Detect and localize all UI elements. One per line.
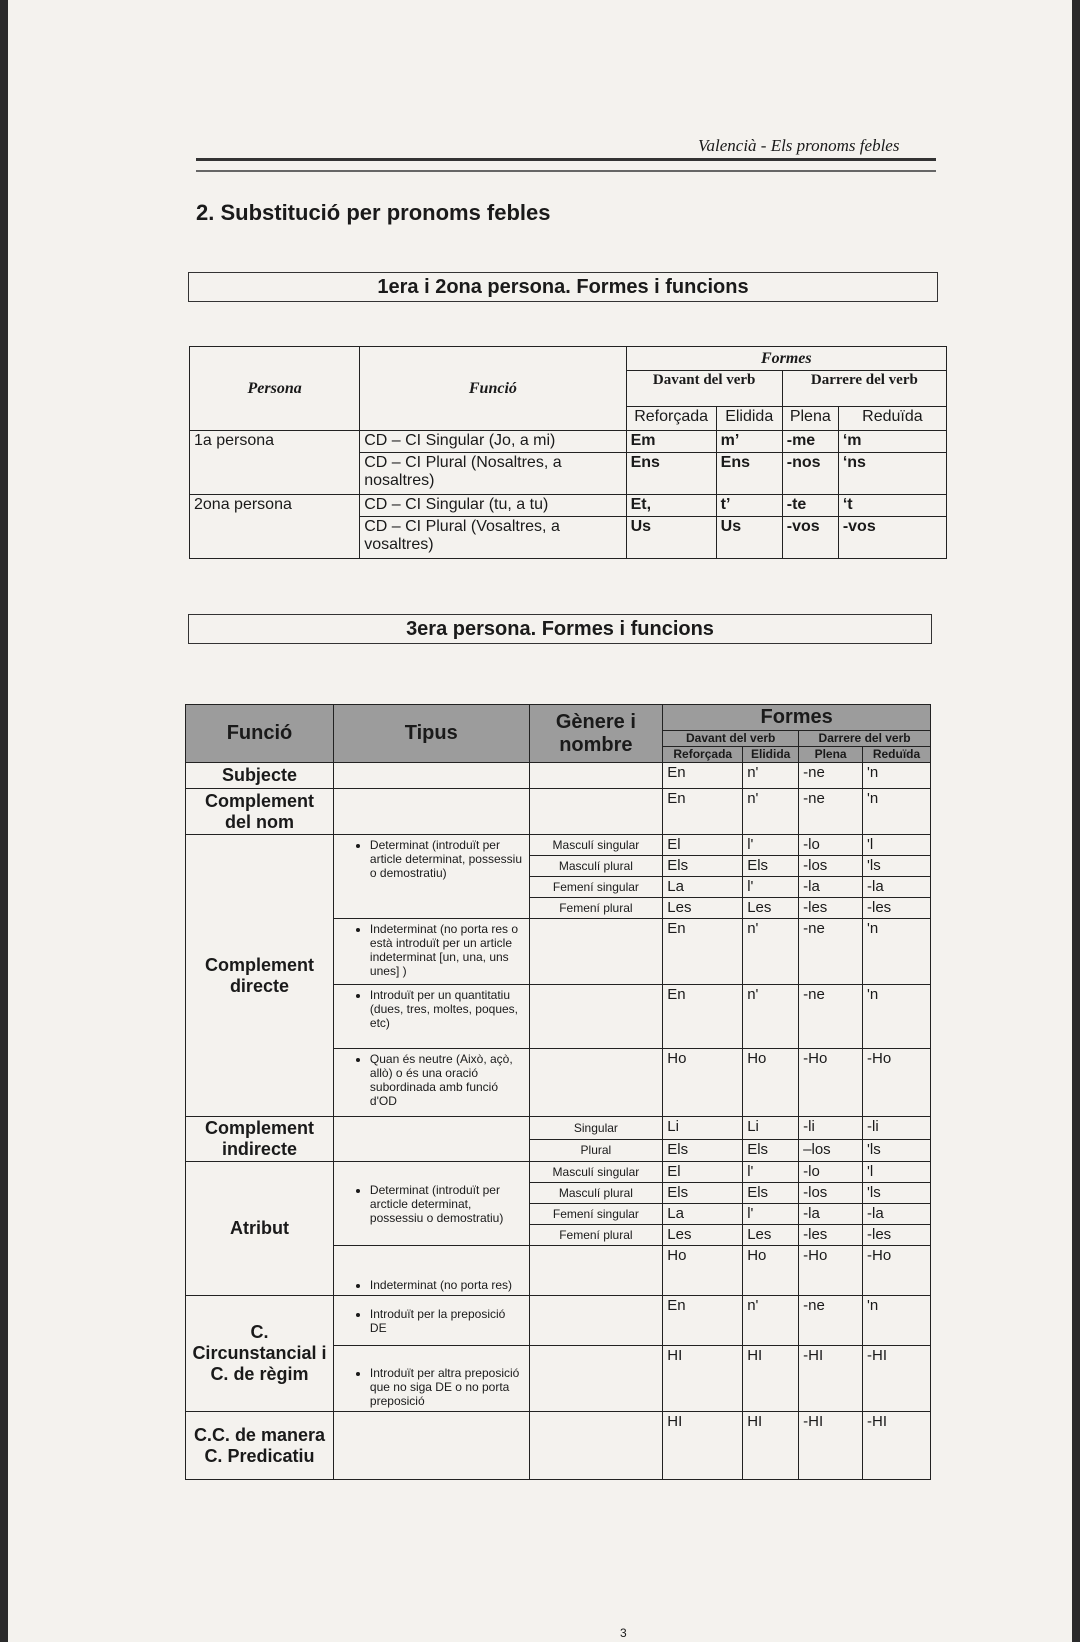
form-cell: En bbox=[663, 763, 743, 789]
form-cell: -les bbox=[863, 1225, 931, 1246]
header-elidida: Elidida bbox=[716, 407, 782, 431]
header-rule bbox=[196, 158, 936, 172]
form-cell: -ne bbox=[799, 1296, 863, 1346]
form-cell: -ne bbox=[799, 763, 863, 789]
persona-cell: 1a persona bbox=[190, 431, 360, 495]
form-cell: n' bbox=[743, 1296, 799, 1346]
form-cell: En bbox=[663, 789, 743, 835]
form-cell: -HI bbox=[799, 1346, 863, 1412]
tipus-cell bbox=[333, 919, 529, 985]
form-cell: HI bbox=[743, 1412, 799, 1480]
form-cell: -les bbox=[799, 898, 863, 919]
header-formes: Formes bbox=[626, 347, 946, 371]
form-cell: 'ls bbox=[863, 856, 931, 877]
form-cell: -ne bbox=[799, 985, 863, 1049]
tipus-item: • Quan és neutre (Això, açò, allò) o és una oració subordinada amb funció d'OD bbox=[370, 1052, 525, 1108]
form-cell: Li bbox=[663, 1117, 743, 1140]
genere-cell bbox=[529, 1296, 663, 1346]
form-cell: n' bbox=[743, 789, 799, 835]
tipus-cell bbox=[333, 789, 529, 835]
genere-cell: Masculí singular bbox=[529, 1162, 663, 1183]
tipus-cell bbox=[333, 1117, 529, 1162]
funcio-complement-indirecte: Complement indirecte bbox=[186, 1117, 334, 1162]
tipus-cell bbox=[333, 1346, 529, 1412]
form-cell: -la bbox=[863, 1204, 931, 1225]
tipus-item: • Introduït per un quantitatiu (dues, tres, moltes, poques, etc) bbox=[370, 988, 525, 1030]
header-reduida: Reduïda bbox=[863, 747, 931, 763]
form-cell: -te bbox=[782, 495, 838, 517]
form-cell: El bbox=[663, 1162, 743, 1183]
form-cell: La bbox=[663, 1204, 743, 1225]
table-third-person bbox=[185, 704, 931, 1480]
form-cell: Us bbox=[626, 517, 716, 559]
funcio-cc-manera-predicatiu: C.C. de manera C. Predicatiu bbox=[186, 1412, 334, 1480]
genere-cell: Femení plural bbox=[529, 1225, 663, 1246]
header-formes: Formes bbox=[663, 705, 931, 731]
form-cell: -li bbox=[799, 1117, 863, 1140]
header-elidida: Elidida bbox=[743, 747, 799, 763]
header-reforcada: Reforçada bbox=[626, 407, 716, 431]
form-cell: -ne bbox=[799, 789, 863, 835]
form-cell: -la bbox=[863, 877, 931, 898]
form-cell: -los bbox=[799, 856, 863, 877]
form-cell: Les bbox=[743, 898, 799, 919]
tipus-cell bbox=[333, 1049, 529, 1117]
form-cell: -me bbox=[782, 431, 838, 453]
form-cell: -les bbox=[799, 1225, 863, 1246]
form-cell: -HI bbox=[863, 1412, 931, 1480]
form-cell: 'n bbox=[863, 919, 931, 985]
funcio-cell: CD – CI Singular (tu, a tu) bbox=[360, 495, 626, 517]
form-cell: Ens bbox=[626, 453, 716, 495]
funcio-cell: CD – CI Singular (Jo, a mi) bbox=[360, 431, 626, 453]
form-cell: Els bbox=[663, 1183, 743, 1204]
header-darrere: Darrere del verb bbox=[799, 731, 931, 747]
header-davant: Davant del verb bbox=[626, 371, 782, 407]
form-cell: Les bbox=[663, 898, 743, 919]
tipus-cell bbox=[333, 1246, 529, 1296]
form-cell: l' bbox=[743, 877, 799, 898]
form-cell: -Ho bbox=[863, 1049, 931, 1117]
form-cell: Em bbox=[626, 431, 716, 453]
form-cell: Ho bbox=[743, 1246, 799, 1296]
form-cell: 'n bbox=[863, 985, 931, 1049]
header-davant: Davant del verb bbox=[663, 731, 799, 747]
form-cell: HI bbox=[663, 1346, 743, 1412]
table-first-second-person bbox=[189, 346, 947, 559]
form-cell: -la bbox=[799, 1204, 863, 1225]
funcio-cell: CD – CI Plural (Nosaltres, a nosaltres) bbox=[360, 453, 626, 495]
header-persona: Persona bbox=[190, 347, 360, 431]
header-funcio: Funció bbox=[360, 347, 626, 431]
funcio-subjecte: Subjecte bbox=[186, 763, 334, 789]
genere-cell bbox=[529, 985, 663, 1049]
genere-cell bbox=[529, 1412, 663, 1480]
form-cell: -Ho bbox=[863, 1246, 931, 1296]
header-plena: Plena bbox=[782, 407, 838, 431]
header-plena: Plena bbox=[799, 747, 863, 763]
form-cell: -lo bbox=[799, 835, 863, 856]
page-number: 3 bbox=[620, 1626, 627, 1640]
funcio-cc-regim: C. Circunstancial i C. de règim bbox=[186, 1296, 334, 1412]
form-cell: 'ls bbox=[863, 1183, 931, 1204]
genere-cell: Singular bbox=[529, 1117, 663, 1140]
genere-cell bbox=[529, 789, 663, 835]
genere-cell bbox=[529, 1246, 663, 1296]
form-cell: -HI bbox=[863, 1346, 931, 1412]
form-cell: l' bbox=[743, 835, 799, 856]
form-cell: -vos bbox=[782, 517, 838, 559]
form-cell: -vos bbox=[838, 517, 946, 559]
form-cell: Els bbox=[663, 856, 743, 877]
tipus-cell bbox=[333, 763, 529, 789]
form-cell: Els bbox=[663, 1139, 743, 1162]
genere-cell: Plural bbox=[529, 1139, 663, 1162]
form-cell: ‘t bbox=[838, 495, 946, 517]
genere-cell: Femení singular bbox=[529, 1204, 663, 1225]
form-cell: 'n bbox=[863, 1296, 931, 1346]
form-cell: -lo bbox=[799, 1162, 863, 1183]
funcio-atribut: Atribut bbox=[186, 1162, 334, 1296]
tipus-cell bbox=[333, 1296, 529, 1346]
form-cell: El bbox=[663, 835, 743, 856]
form-cell: n' bbox=[743, 763, 799, 789]
genere-cell bbox=[529, 919, 663, 985]
section-title: 2. Substitució per pronoms febles bbox=[196, 200, 551, 225]
genere-cell: Femení singular bbox=[529, 877, 663, 898]
form-cell: Ho bbox=[663, 1246, 743, 1296]
genere-cell bbox=[529, 763, 663, 789]
tipus-cell bbox=[333, 835, 529, 919]
tipus-cell bbox=[333, 985, 529, 1049]
form-cell: 'ls bbox=[863, 1139, 931, 1162]
form-cell: -HI bbox=[799, 1412, 863, 1480]
tipus-item: • Indeterminat (no porta res) bbox=[370, 1278, 525, 1292]
genere-cell bbox=[529, 1049, 663, 1117]
form-cell: En bbox=[663, 985, 743, 1049]
funcio-complement-directe: Complement directe bbox=[186, 835, 334, 1117]
tipus-cell bbox=[333, 1162, 529, 1246]
header-reduida: Reduïda bbox=[838, 407, 946, 431]
form-cell: 'l bbox=[863, 1162, 931, 1183]
header-funcio: Funció bbox=[186, 705, 334, 763]
form-cell: En bbox=[663, 1296, 743, 1346]
form-cell: Us bbox=[716, 517, 782, 559]
form-cell: -les bbox=[863, 898, 931, 919]
running-head: Valencià - Els pronoms febles bbox=[698, 136, 900, 155]
form-cell: l' bbox=[743, 1204, 799, 1225]
form-cell: 'n bbox=[863, 763, 931, 789]
tipus-item: • Introduït per la preposició DE bbox=[370, 1307, 525, 1335]
form-cell: Els bbox=[743, 1139, 799, 1162]
form-cell: l' bbox=[743, 1162, 799, 1183]
form-cell: HI bbox=[743, 1346, 799, 1412]
form-cell: 'l bbox=[863, 835, 931, 856]
form-cell: HI bbox=[663, 1412, 743, 1480]
form-cell: Ens bbox=[716, 453, 782, 495]
funcio-cell: CD – CI Plural (Vosaltres, a vosaltres) bbox=[360, 517, 626, 559]
tipus-item: • Introduït per altra preposició que no siga DE o no porta preposició bbox=[370, 1366, 525, 1408]
genere-cell: Masculí plural bbox=[529, 856, 663, 877]
form-cell: -Ho bbox=[799, 1049, 863, 1117]
form-cell: n' bbox=[743, 985, 799, 1049]
form-cell: Les bbox=[663, 1225, 743, 1246]
form-cell: 'n bbox=[863, 789, 931, 835]
form-cell: Les bbox=[743, 1225, 799, 1246]
form-cell: -Ho bbox=[799, 1246, 863, 1296]
form-cell: Et, bbox=[626, 495, 716, 517]
form-cell: Els bbox=[743, 1183, 799, 1204]
table1-caption: 1era i 2ona persona. Formes i funcions bbox=[188, 272, 938, 302]
form-cell: -la bbox=[799, 877, 863, 898]
persona-cell: 2ona persona bbox=[190, 495, 360, 559]
header-genere: Gènere i nombre bbox=[529, 705, 663, 763]
genere-cell bbox=[529, 1346, 663, 1412]
table2-caption: 3era persona. Formes i funcions bbox=[188, 614, 932, 644]
form-cell: –los bbox=[799, 1139, 863, 1162]
form-cell: t’ bbox=[716, 495, 782, 517]
genere-cell: Femení plural bbox=[529, 898, 663, 919]
form-cell: Ho bbox=[743, 1049, 799, 1117]
form-cell: Li bbox=[743, 1117, 799, 1140]
header-tipus: Tipus bbox=[333, 705, 529, 763]
tipus-cell bbox=[333, 1412, 529, 1480]
form-cell: n' bbox=[743, 919, 799, 985]
form-cell: Ho bbox=[663, 1049, 743, 1117]
funcio-complement-nom: Complement del nom bbox=[186, 789, 334, 835]
tipus-item: • Determinat (introduït per article determinat, possessiu o demostratiu) bbox=[370, 838, 525, 880]
document-page bbox=[8, 0, 1072, 1642]
form-cell: ‘m bbox=[838, 431, 946, 453]
form-cell: m’ bbox=[716, 431, 782, 453]
header-reforcada: Reforçada bbox=[663, 747, 743, 763]
tipus-item: • Indeterminat (no porta res o està introduït per un article indeterminat [un, una, uns unes] ) bbox=[370, 922, 525, 978]
form-cell: -los bbox=[799, 1183, 863, 1204]
form-cell: La bbox=[663, 877, 743, 898]
genere-cell: Masculí singular bbox=[529, 835, 663, 856]
header-darrere: Darrere del verb bbox=[782, 371, 946, 407]
form-cell: Els bbox=[743, 856, 799, 877]
form-cell: En bbox=[663, 919, 743, 985]
form-cell: -li bbox=[863, 1117, 931, 1140]
form-cell: -nos bbox=[782, 453, 838, 495]
genere-cell: Masculí plural bbox=[529, 1183, 663, 1204]
form-cell: -ne bbox=[799, 919, 863, 985]
tipus-item: • Determinat (introduït per arcticle determinat, possessiu o demostratiu) bbox=[370, 1183, 525, 1225]
form-cell: ‘ns bbox=[838, 453, 946, 495]
